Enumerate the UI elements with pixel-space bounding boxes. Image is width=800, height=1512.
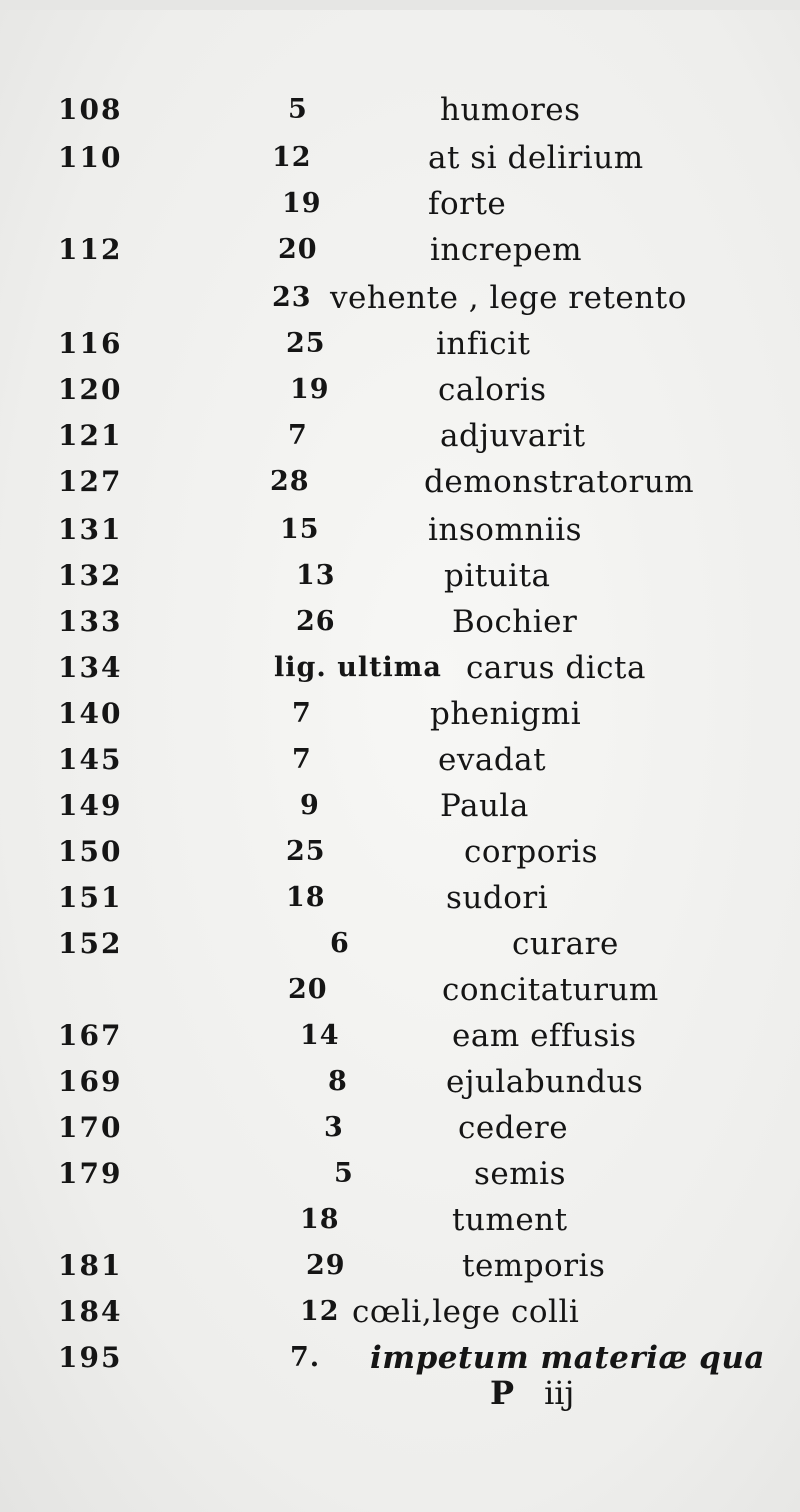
errata-correction: insomniis [428,512,583,548]
errata-row [0,599,800,645]
errata-page-number: 120 [58,373,123,406]
errata-line-number: 7. [290,1342,321,1373]
errata-correction: impetum materiæ qua [370,1340,765,1376]
errata-page-number: 110 [58,141,123,174]
errata-page-number: 131 [58,513,123,546]
errata-correction: humores [440,92,581,128]
errata-correction: corporis [464,834,598,870]
errata-page-number: 133 [58,605,123,638]
errata-line-number: 28 [270,466,310,497]
errata-row [0,1243,800,1289]
errata-page-number: 145 [58,743,123,776]
errata-line-number: 14 [300,1020,340,1051]
errata-row [0,135,800,181]
errata-correction: cœli,lege colli [352,1294,580,1330]
errata-line-number: 19 [282,188,322,219]
errata-line-number: 13 [296,560,336,591]
errata-row [0,691,800,737]
errata-correction: temporis [462,1248,606,1284]
errata-row [0,321,800,367]
errata-correction: Paula [440,788,529,824]
signature-roman: iij [544,1374,575,1412]
errata-correction: adjuvarit [440,418,586,454]
errata-row [0,1197,800,1243]
errata-correction: increpem [430,232,582,268]
errata-correction: demonstratorum [424,464,695,500]
errata-row [0,829,800,875]
errata-line-number: 20 [278,234,318,265]
errata-row [0,181,800,227]
errata-row [0,875,800,921]
errata-row [0,645,800,691]
errata-line-number: 15 [280,514,320,545]
errata-correction: cedere [458,1110,569,1146]
errata-line-number: 29 [306,1250,346,1281]
errata-row [0,921,800,967]
errata-line-number: 25 [286,328,326,359]
errata-page-number: 181 [58,1249,123,1282]
errata-line-number: 20 [288,974,328,1005]
errata-page-number: 167 [58,1019,123,1052]
errata-row [0,507,800,553]
errata-line-number: 25 [286,836,326,867]
errata-row [0,413,800,459]
signature-letter: P [490,1374,515,1412]
errata-correction: semis [474,1156,566,1192]
errata-row [0,783,800,829]
errata-correction: eam effusis [452,1018,637,1054]
errata-row [0,367,800,413]
errata-page-number: 169 [58,1065,123,1098]
errata-line-number: 8 [328,1066,348,1097]
errata-row [0,459,800,505]
errata-line-number: 3 [324,1112,344,1143]
errata-page-number: 140 [58,697,123,730]
signature-mark [490,1370,574,1416]
errata-line-number: 19 [290,374,330,405]
errata-correction: inficit [436,326,531,362]
errata-row [0,1335,800,1381]
errata-line-number: 12 [272,142,312,173]
errata-line-number: 23 [272,282,312,313]
errata-line-number: 26 [296,606,336,637]
errata-line-number: 7 [292,744,312,775]
errata-line-number: 6 [330,928,350,959]
errata-correction: evadat [438,742,547,778]
errata-page-number: 149 [58,789,123,822]
errata-correction: phenigmi [430,696,582,732]
errata-line-number: 7 [292,698,312,729]
errata-row [0,737,800,783]
errata-page-number: 132 [58,559,123,592]
errata-correction: pituita [444,558,551,594]
errata-row [0,1151,800,1197]
errata-line-number: 18 [286,882,326,913]
errata-page-number: 127 [58,465,123,498]
errata-correction: ejulabundus [446,1064,644,1100]
errata-correction: carus dicta [466,650,646,686]
errata-row [0,967,800,1013]
errata-correction: caloris [438,372,547,408]
errata-row [0,1013,800,1059]
errata-row [0,1105,800,1151]
errata-correction: sudori [446,880,549,916]
errata-line-number: 9 [300,790,320,821]
errata-line-number: 7 [288,420,308,451]
errata-row [0,1059,800,1105]
errata-page-number: 195 [58,1341,123,1374]
errata-page-number: 151 [58,881,123,914]
errata-correction: tument [452,1202,568,1238]
errata-row [0,1289,800,1335]
errata-line-number: 5 [334,1158,354,1189]
errata-page-number: 184 [58,1295,123,1328]
errata-row [0,87,800,133]
errata-correction: at si delirium [428,140,644,176]
errata-correction: forte [428,186,507,222]
errata-page-number: 121 [58,419,123,452]
errata-correction: vehente , lege retento [330,280,687,316]
errata-row [0,553,800,599]
errata-row [0,227,800,273]
errata-correction: concitaturum [442,972,659,1008]
errata-page-number: 170 [58,1111,123,1144]
errata-line-number: 5 [288,94,308,125]
errata-page-number: 116 [58,327,123,360]
errata-correction: Bochier [452,604,578,640]
errata-page-number: 179 [58,1157,123,1190]
errata-page-number: 152 [58,927,123,960]
errata-page-number: 134 [58,651,123,684]
errata-page-number: 150 [58,835,123,868]
errata-page-number: 112 [58,233,123,266]
errata-page-number: 108 [58,93,123,126]
errata-correction: curare [512,926,619,962]
errata-row [0,275,800,321]
errata-line-number: 18 [300,1204,340,1235]
errata-line-number: lig. ultima [274,652,442,683]
errata-line-number: 12 [300,1296,340,1327]
